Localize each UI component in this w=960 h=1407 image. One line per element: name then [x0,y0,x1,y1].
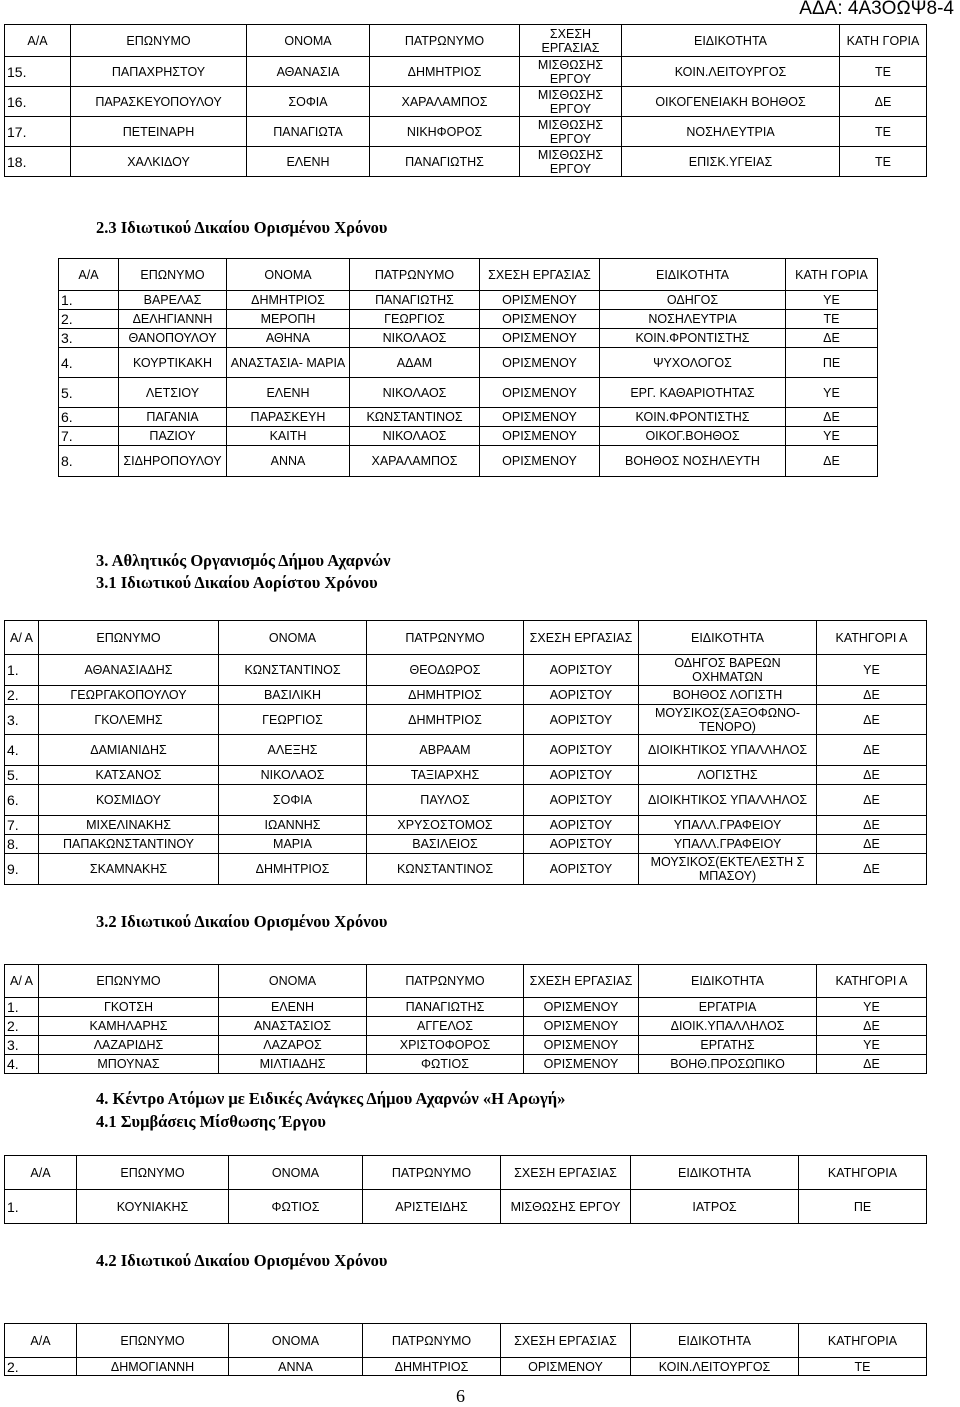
cell-firstname: ΑΝΝΑ [229,1358,363,1376]
cell-category: ΠΕ [786,348,878,378]
cell-fathername: ΧΡΥΣΟΣΤΟΜΟΣ [367,816,524,835]
cell-surname: ΔΕΛΗΓΙΑΝΝΗ [119,310,227,329]
header-relation: ΣΧΕΣΗ ΕΡΓΑΣΙΑΣ [501,1156,631,1190]
table-header-row [59,259,878,291]
cell-specialty: ΙΑΤΡΟΣ [631,1190,799,1224]
cell-aa: 15. [5,57,71,87]
cell-specialty: ΟΔΗΓΟΣ [600,291,786,310]
cell-specialty: ΚΟΙΝ.ΛΕΙΤΟΥΡΓΟΣ [631,1358,799,1376]
page-number: 6 [456,1386,465,1406]
cell-relation: ΟΡΙΣΜΕΝΟΥ [501,1358,631,1376]
cell-category: ΔΕ [786,446,878,477]
cell-category: ΔΕ [817,735,927,766]
cell-aa: 18. [5,147,71,177]
cell-specialty: ΜΟΥΣΙΚΟΣ(ΕΚΤΕΛΕΣΤΗ Σ ΜΠΑΣΟΥ) [639,854,817,885]
cell-category: ΥΕ [817,998,927,1017]
cell-firstname: ΦΩΤΙΟΣ [229,1190,363,1224]
cell-category: ΥΕ [786,378,878,408]
header-firstname: ΟΝΟΜΑ [219,965,367,998]
cell-fathername: ΝΙΚΟΛΑΟΣ [350,378,480,408]
heading-3-2: 3.2 Ιδιωτικού Δικαίου Ορισμένου Χρόνου [96,912,388,931]
cell-aa: 16. [5,87,71,117]
cell-aa: 6. [59,408,119,427]
cell-surname: ΠΑΠΑΧΡΗΣΤΟΥ [71,57,247,87]
header-aa: Α/ Α [5,621,39,655]
cell-fathername: ΠΑΝΑΓΙΩΤΗΣ [367,998,524,1017]
cell-surname: ΘΑΝΟΠΟΥΛΟΥ [119,329,227,348]
header-category: ΚΑΤΗΓΟΡΙΑ [799,1324,927,1358]
cell-relation: ΑΟΡΙΣΤΟΥ [524,816,639,835]
cell-specialty: ΔΙΟΙΚΗΤΙΚΟΣ ΥΠΑΛΛΗΛΟΣ [639,785,817,816]
cell-fathername: ΠΑΥΛΟΣ [367,785,524,816]
cell-surname: ΔΗΜΟΓΙΑΝΝΗ [77,1358,229,1376]
cell-surname: ΑΘΑΝΑΣΙΑΔΗΣ [39,655,219,686]
cell-category: ΔΕ [840,87,927,117]
cell-relation: ΟΡΙΣΜΕΝΟΥ [524,1055,639,1074]
cell-firstname: ΕΛΕΝΗ [247,147,370,177]
cell-aa: 4. [5,735,39,766]
cell-relation: ΑΟΡΙΣΤΟΥ [524,835,639,854]
table-row [59,427,878,446]
cell-relation: ΟΡΙΣΜΕΝΟΥ [480,348,600,378]
cell-specialty: ΕΡΓΑΤΗΣ [639,1036,817,1055]
cell-surname: ΚΑΤΣΑΝΟΣ [39,766,219,785]
cell-category: ΔΕ [817,766,927,785]
cell-relation: ΟΡΙΣΜΕΝΟΥ [524,998,639,1017]
cell-category: ΔΕ [817,686,927,705]
cell-specialty: ΒΟΗΘ.ΠΡΟΣΩΠΙΚΟ [639,1055,817,1074]
cell-relation: ΟΡΙΣΜΕΝΟΥ [480,408,600,427]
table-row [5,735,927,766]
cell-fathername: ΑΔΑΜ [350,348,480,378]
table-row [5,87,927,117]
cell-relation: ΑΟΡΙΣΤΟΥ [524,705,639,735]
table-row [59,408,878,427]
cell-category: ΔΕ [817,854,927,885]
header-category: ΚΑΤΗΓΟΡΙ Α [817,965,927,998]
header-aa: Α/Α [5,25,71,57]
cell-firstname: ΕΛΕΝΗ [227,378,350,408]
cell-fathername: ΚΩΝΣΤΑΝΤΙΝΟΣ [350,408,480,427]
cell-category: ΤΕ [799,1358,927,1376]
cell-specialty: ΟΙΚΟΓΕΝΕΙΑΚΗ ΒΟΗΘΟΣ [622,87,840,117]
cell-fathername: ΚΩΝΣΤΑΝΤΙΝΟΣ [367,854,524,885]
header-category: ΚΑΤΗ ΓΟΡΙΑ [786,259,878,291]
table-row [5,1055,927,1074]
cell-specialty: ΔΙΟΙΚΗΤΙΚΟΣ ΥΠΑΛΛΗΛΟΣ [639,735,817,766]
table-header-row [5,1324,927,1358]
cell-relation: ΟΡΙΣΜΕΝΟΥ [480,291,600,310]
heading-3-1: 3.1 Ιδιωτικού Δικαίου Αορίστου Χρόνου [96,573,378,592]
cell-surname: ΚΟΥΝΙΑΚΗΣ [77,1190,229,1224]
cell-surname: ΛΕΤΣΙΟΥ [119,378,227,408]
cell-relation: ΟΡΙΣΜΕΝΟΥ [480,427,600,446]
cell-category: ΔΕ [817,1017,927,1036]
cell-aa: 2. [5,1017,39,1036]
cell-firstname: ΣΟΦΙΑ [247,87,370,117]
cell-specialty: ΚΟΙΝ.ΛΕΙΤΟΥΡΓΟΣ [622,57,840,87]
cell-relation: ΑΟΡΙΣΤΟΥ [524,735,639,766]
table-row [5,1190,927,1224]
header-fathername: ΠΑΤΡΩΝΥΜΟ [370,25,520,57]
table-row [5,705,927,735]
header-relation: ΣΧΕΣΗ ΕΡΓΑΣΙΑΣ [520,25,622,57]
cell-firstname: ΠΑΡΑΣΚΕΥΗ [227,408,350,427]
table-fixed-term-2-3 [58,258,878,477]
cell-fathername: ΦΩΤΙΟΣ [367,1055,524,1074]
cell-surname: ΠΑΠΑΚΩΝΣΤΑΝΤΙΝΟΥ [39,835,219,854]
header-aa: Α/ Α [5,965,39,998]
cell-surname: ΔΑΜΙΑΝΙΔΗΣ [39,735,219,766]
cell-aa: 1. [59,291,119,310]
cell-relation: ΟΡΙΣΜΕΝΟΥ [480,378,600,408]
cell-surname: ΠΑΖΙΟΥ [119,427,227,446]
cell-aa: 8. [5,835,39,854]
cell-specialty: ΛΟΓΙΣΤΗΣ [639,766,817,785]
cell-surname: ΓΚΟΤΣΗ [39,998,219,1017]
header-relation: ΣΧΕΣΗ ΕΡΓΑΣΙΑΣ [524,965,639,998]
cell-relation: ΟΡΙΣΜΕΝΟΥ [480,329,600,348]
cell-relation: ΜΙΣΘΩΣΗΣ ΕΡΓΟΥ [520,147,622,177]
cell-specialty: ΥΠΑΛΛ.ΓΡΑΦΕΙΟΥ [639,835,817,854]
ada-code: ΑΔΑ: 4Α3ΟΩΨ8-4 [799,0,954,19]
table-row [5,117,927,147]
cell-surname: ΓΕΩΡΓΑΚΟΠΟΥΛΟΥ [39,686,219,705]
cell-aa: 6. [5,785,39,816]
header-fathername: ΠΑΤΡΩΝΥΜΟ [367,621,524,655]
cell-surname: ΚΟΣΜΙΔΟΥ [39,785,219,816]
cell-fathername: ΝΙΚΟΛΑΟΣ [350,329,480,348]
cell-fathername: ΤΑΞΙΑΡΧΗΣ [367,766,524,785]
cell-aa: 3. [5,705,39,735]
table-row [5,686,927,705]
header-category: ΚΑΤΗΓΟΡΙΑ [799,1156,927,1190]
header-surname: ΕΠΩΝΥΜΟ [39,965,219,998]
cell-firstname: ΔΗΜΗΤΡΙΟΣ [227,291,350,310]
cell-firstname: ΑΝΑΣΤΑΣΙΑ- ΜΑΡΙΑ [227,348,350,378]
cell-specialty: ΕΡΓ. ΚΑΘΑΡΙΟΤΗΤΑΣ [600,378,786,408]
cell-specialty: ΟΙΚΟΓ.ΒΟΗΘΟΣ [600,427,786,446]
cell-aa: 17. [5,117,71,147]
header-surname: ΕΠΩΝΥΜΟ [71,25,247,57]
header-relation: ΣΧΕΣΗ ΕΡΓΑΣΙΑΣ [501,1324,631,1358]
header-specialty: ΕΙΔΙΚΟΤΗΤΑ [639,965,817,998]
header-relation: ΣΧΕΣΗ ΕΡΓΑΣΙΑΣ [524,621,639,655]
cell-category: ΤΕ [840,117,927,147]
cell-relation: ΜΙΣΘΩΣΗΣ ΕΡΓΟΥ [520,117,622,147]
cell-fathername: ΔΗΜΗΤΡΙΟΣ [367,705,524,735]
header-surname: ΕΠΩΝΥΜΟ [119,259,227,291]
cell-firstname: ΔΗΜΗΤΡΙΟΣ [219,854,367,885]
cell-category: ΥΕ [817,655,927,686]
cell-firstname: ΑΝΝΑ [227,446,350,477]
table-row [5,57,927,87]
cell-fathername: ΔΗΜΗΤΡΙΟΣ [363,1358,501,1376]
cell-firstname: ΜΕΡΟΠΗ [227,310,350,329]
cell-fathername: ΧΡΙΣΤΟΦΟΡΟΣ [367,1036,524,1055]
cell-specialty: ΜΟΥΣΙΚΟΣ(ΣΑΞΟΦΩΝΟ- ΤΕΝΟΡΟ) [639,705,817,735]
table-row [5,785,927,816]
cell-specialty: ΨΥΧΟΛΟΓΟΣ [600,348,786,378]
header-category: ΚΑΤΗ ΓΟΡΙΑ [840,25,927,57]
cell-category: ΤΕ [840,57,927,87]
cell-specialty: ΚΟΙΝ.ΦΡΟΝΤΙΣΤΗΣ [600,408,786,427]
cell-firstname: ΚΑΙΤΗ [227,427,350,446]
header-aa: Α/Α [5,1156,77,1190]
cell-surname: ΣΚΑΜΝΑΚΗΣ [39,854,219,885]
cell-relation: ΜΙΣΘΩΣΗΣ ΕΡΓΟΥ [520,57,622,87]
cell-category: ΔΕ [817,705,927,735]
cell-aa: 5. [5,766,39,785]
cell-fathername: ΑΓΓΕΛΟΣ [367,1017,524,1036]
cell-relation: ΑΟΡΙΣΤΟΥ [524,686,639,705]
cell-aa: 2. [5,1358,77,1376]
cell-relation: ΟΡΙΣΜΕΝΟΥ [524,1036,639,1055]
heading-4-1: 4.1 Συμβάσεις Μίσθωσης Έργου [96,1112,326,1131]
cell-firstname: ΚΩΝΣΤΑΝΤΙΝΟΣ [219,655,367,686]
cell-category: ΔΕ [786,408,878,427]
cell-aa: 5. [59,378,119,408]
cell-surname: ΜΙΧΕΛΙΝΑΚΗΣ [39,816,219,835]
cell-firstname: ΙΩΑΝΝΗΣ [219,816,367,835]
cell-category: ΤΕ [840,147,927,177]
cell-category: ΥΕ [786,427,878,446]
cell-firstname: ΑΛΕΞΗΣ [219,735,367,766]
header-surname: ΕΠΩΝΥΜΟ [39,621,219,655]
header-aa: Α/Α [5,1324,77,1358]
cell-specialty: ΚΟΙΝ.ΦΡΟΝΤΙΣΤΗΣ [600,329,786,348]
table-row [59,310,878,329]
header-category: ΚΑΤΗΓΟΡΙ Α [817,621,927,655]
cell-firstname: ΑΘΑΝΑΣΙΑ [247,57,370,87]
heading-2-3: 2.3 Ιδιωτικού Δικαίου Ορισμένου Χρόνου [96,218,388,237]
cell-surname: ΚΟΥΡΤΙΚΑΚΗ [119,348,227,378]
header-fathername: ΠΑΤΡΩΝΥΜΟ [350,259,480,291]
cell-surname: ΒΑΡΕΛΑΣ [119,291,227,310]
cell-specialty: ΒΟΗΘΟΣ ΛΟΓΙΣΤΗ [639,686,817,705]
cell-fathername: ΘΕΟΔΩΡΟΣ [367,655,524,686]
cell-aa: 1. [5,998,39,1017]
cell-surname: ΛΑΖΑΡΙΔΗΣ [39,1036,219,1055]
header-surname: ΕΠΩΝΥΜΟ [77,1324,229,1358]
table-row [59,378,878,408]
cell-aa: 2. [59,310,119,329]
cell-surname: ΓΚΟΛΕΜΗΣ [39,705,219,735]
table-indefinite-3-1 [4,620,927,885]
cell-category: ΔΕ [817,785,927,816]
cell-fathername: ΧΑΡΑΛΑΜΠΟΣ [350,446,480,477]
cell-relation: ΑΟΡΙΣΤΟΥ [524,785,639,816]
header-aa: Α/Α [59,259,119,291]
cell-category: ΔΕ [817,835,927,854]
cell-fathername: ΠΑΝΑΓΙΩΤΗΣ [370,147,520,177]
cell-firstname: ΜΙΛΤΙΑΔΗΣ [219,1055,367,1074]
header-firstname: ΟΝΟΜΑ [229,1156,363,1190]
cell-fathername: ΠΑΝΑΓΙΩΤΗΣ [350,291,480,310]
cell-firstname: ΠΑΝΑΓΙΩΤΑ [247,117,370,147]
cell-surname: ΜΠΟΥΝΑΣ [39,1055,219,1074]
table-row [59,446,878,477]
table-row [5,147,927,177]
header-surname: ΕΠΩΝΥΜΟ [77,1156,229,1190]
cell-firstname: ΝΙΚΟΛΑΟΣ [219,766,367,785]
cell-fathername: ΑΡΙΣΤΕΙΔΗΣ [363,1190,501,1224]
cell-specialty: ΟΔΗΓΟΣ ΒΑΡΕΩΝ ΟΧΗΜΑΤΩΝ [639,655,817,686]
cell-firstname: ΒΑΣΙΛΙΚΗ [219,686,367,705]
table-row [5,1358,927,1376]
cell-fathername: ΧΑΡΑΛΑΜΠΟΣ [370,87,520,117]
cell-firstname: ΣΟΦΙΑ [219,785,367,816]
cell-fathername: ΔΗΜΗΤΡΙΟΣ [367,686,524,705]
cell-relation: ΑΟΡΙΣΤΟΥ [524,655,639,686]
header-relation: ΣΧΕΣΗ ΕΡΓΑΣΙΑΣ [480,259,600,291]
cell-aa: 4. [59,348,119,378]
header-specialty: ΕΙΔΙΚΟΤΗΤΑ [639,621,817,655]
cell-fathername: ΔΗΜΗΤΡΙΟΣ [370,57,520,87]
cell-specialty: ΕΡΓΑΤΡΙΑ [639,998,817,1017]
cell-aa: 2. [5,686,39,705]
header-firstname: ΟΝΟΜΑ [247,25,370,57]
table-row [5,854,927,885]
cell-relation: ΟΡΙΣΜΕΝΟΥ [480,446,600,477]
header-specialty: ΕΙΔΙΚΟΤΗΤΑ [622,25,840,57]
cell-aa: 4. [5,1055,39,1074]
cell-aa: 3. [5,1036,39,1055]
cell-firstname: ΑΘΗΝΑ [227,329,350,348]
cell-aa: 7. [5,816,39,835]
cell-aa: 1. [5,655,39,686]
cell-specialty: ΒΟΗΘΟΣ ΝΟΣΗΛΕΥΤΗ [600,446,786,477]
cell-specialty: ΝΟΣΗΛΕΥΤΡΙΑ [622,117,840,147]
cell-relation: ΜΙΣΘΩΣΗΣ ΕΡΓΟΥ [501,1190,631,1224]
table-fixed-term-3-2 [4,964,927,1074]
cell-category: ΔΕ [817,816,927,835]
table-row [5,766,927,785]
cell-fathername: ΒΑΣΙΛΕΙΟΣ [367,835,524,854]
header-specialty: ΕΙΔΙΚΟΤΗΤΑ [631,1324,799,1358]
table-employees-contract [4,24,927,177]
table-row [59,291,878,310]
table-row [5,816,927,835]
header-specialty: ΕΙΔΙΚΟΤΗΤΑ [600,259,786,291]
cell-firstname: ΕΛΕΝΗ [219,998,367,1017]
cell-relation: ΑΟΡΙΣΤΟΥ [524,854,639,885]
table-row [5,1017,927,1036]
cell-aa: 8. [59,446,119,477]
heading-4-2: 4.2 Ιδιωτικού Δικαίου Ορισμένου Χρόνου [96,1251,388,1270]
cell-surname: ΠΑΓΑΝΙΑ [119,408,227,427]
table-fixed-term-4-2 [4,1323,927,1376]
cell-specialty: ΔΙΟΙΚ.ΥΠΑΛΛΗΛΟΣ [639,1017,817,1036]
cell-specialty: ΥΠΑΛΛ.ΓΡΑΦΕΙΟΥ [639,816,817,835]
header-firstname: ΟΝΟΜΑ [219,621,367,655]
table-row [59,329,878,348]
cell-category: ΤΕ [786,310,878,329]
table-header-row [5,965,927,998]
header-firstname: ΟΝΟΜΑ [229,1324,363,1358]
cell-category: ΔΕ [786,329,878,348]
cell-firstname: ΓΕΩΡΓΙΟΣ [219,705,367,735]
table-row [59,348,878,378]
cell-aa: 1. [5,1190,77,1224]
table-row [5,1036,927,1055]
heading-4: 4. Κέντρο Ατόμων με Ειδικές Ανάγκες Δήμου Αχαρνών «Η Αρωγή» [96,1089,566,1108]
table-row [5,998,927,1017]
table-row [5,835,927,854]
table-row [5,655,927,686]
cell-firstname: ΛΑΖΑΡΟΣ [219,1036,367,1055]
table-contracts-4-1 [4,1155,927,1224]
header-fathername: ΠΑΤΡΩΝΥΜΟ [363,1156,501,1190]
cell-relation: ΟΡΙΣΜΕΝΟΥ [480,310,600,329]
cell-relation: ΟΡΙΣΜΕΝΟΥ [524,1017,639,1036]
cell-category: ΥΕ [817,1036,927,1055]
header-specialty: ΕΙΔΙΚΟΤΗΤΑ [631,1156,799,1190]
cell-surname: ΣΙΔΗΡΟΠΟΥΛΟΥ [119,446,227,477]
table-header-row [5,1156,927,1190]
cell-category: ΠΕ [799,1190,927,1224]
cell-fathername: ΝΙΚΗΦΟΡΟΣ [370,117,520,147]
table-header-row [5,621,927,655]
cell-specialty: ΝΟΣΗΛΕΥΤΡΙΑ [600,310,786,329]
cell-relation: ΑΟΡΙΣΤΟΥ [524,766,639,785]
cell-category: ΔΕ [817,1055,927,1074]
header-fathername: ΠΑΤΡΩΝΥΜΟ [367,965,524,998]
cell-aa: 3. [59,329,119,348]
table-header-row [5,25,927,57]
heading-3: 3. Αθλητικός Οργανισμός Δήμου Αχαρνών [96,551,391,570]
header-fathername: ΠΑΤΡΩΝΥΜΟ [363,1324,501,1358]
cell-surname: ΠΕΤΕΙΝΑΡΗ [71,117,247,147]
cell-firstname: ΑΝΑΣΤΑΣΙΟΣ [219,1017,367,1036]
cell-relation: ΜΙΣΘΩΣΗΣ ΕΡΓΟΥ [520,87,622,117]
cell-fathername: ΓΕΩΡΓΙΟΣ [350,310,480,329]
cell-surname: ΧΑΛΚΙΔΟΥ [71,147,247,177]
cell-aa: 9. [5,854,39,885]
cell-surname: ΚΑΜΗΛΑΡΗΣ [39,1017,219,1036]
header-firstname: ΟΝΟΜΑ [227,259,350,291]
cell-aa: 7. [59,427,119,446]
cell-specialty: ΕΠΙΣΚ.ΥΓΕΙΑΣ [622,147,840,177]
cell-category: ΥΕ [786,291,878,310]
cell-surname: ΠΑΡΑΣΚΕΥΟΠΟΥΛΟΥ [71,87,247,117]
cell-fathername: ΝΙΚΟΛΑΟΣ [350,427,480,446]
cell-firstname: ΜΑΡΙΑ [219,835,367,854]
cell-fathername: ΑΒΡΑΑΜ [367,735,524,766]
